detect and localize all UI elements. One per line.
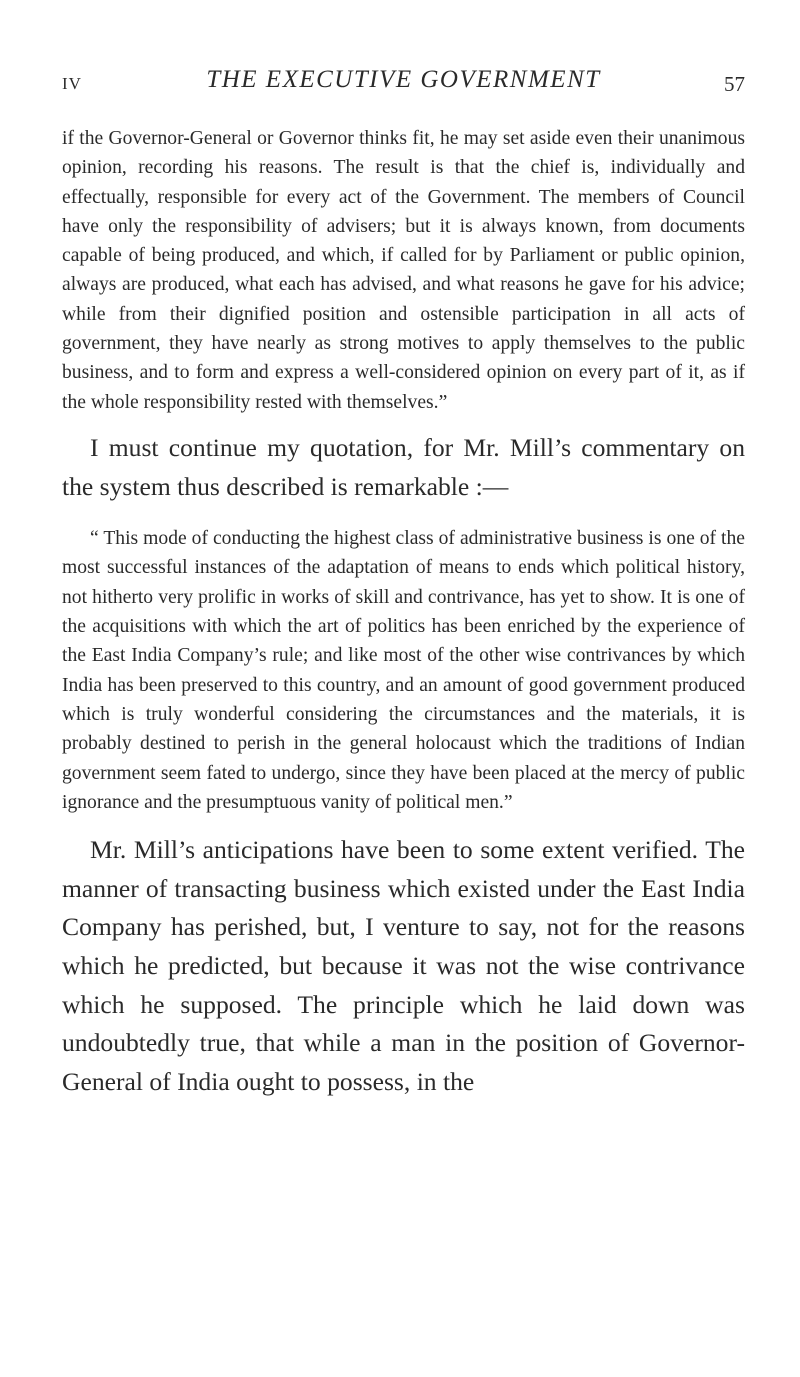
running-title: THE EXECUTIVE GOVERNMENT bbox=[206, 66, 601, 93]
page-number: 57 bbox=[724, 72, 745, 96]
body-text bbox=[62, 124, 745, 1101]
running-header bbox=[62, 66, 745, 100]
quoted-paragraph: “ This mode of conducting the highest class of administrative business is one of the most successful instances of the adaptation of means to ends which political history, not hitherto very prolific in works of skill and contrivance, has yet to show. It is one of the acquisitions with which the art of politics has been enriched by the experience of the East India Company’s rule; and like most of the other wise contrivances by which India has been preserved to this country, and an amount of good government produced which is truly wonderful considering the circumstances and the materials, it is probably destined to perish in the general holocaust which the traditions of Indian government seem fated to undergo, since they have been placed at the mercy of public ignorance and the presumptuous vanity of political men.” bbox=[62, 528, 745, 813]
chapter-number: IV bbox=[62, 74, 82, 93]
author-paragraph: I must continue my quotation, for Mr. Mill’s commentary on the system thus described is remarkable :— bbox=[62, 432, 745, 501]
author-paragraph: Mr. Mill’s anticipations have been to some extent verified. The manner of transacting business which existed under the East India Company has perished, but, I venture to say, not for the reasons which he predicted, but because it was not the wise contrivance which he supposed. The principle which he laid down was undoubtedly true, that while a man in the position of Governor-General of India ought to possess, in the bbox=[62, 835, 745, 1096]
quoted-paragraph-continued: if the Governor-General or Governor thinks fit, he may set aside even their unanimous opinion, recording his reasons. The result is that the chief is, individually and effectually, responsible for every act of the Government. The members of Council have only the responsibility of advisers; but it is always known, from documents capable of being produced, and which, if called for by Parliament or public opinion, always are produced, what each has advised, and what reasons he gave for his advice; while from their dignified position and ostensible participation in all acts of government, they have nearly as strong motives to apply themselves to the public business, and to form and express a well-considered opinion on every part of it, as if the whole responsibility rested with themselves.” bbox=[62, 128, 745, 413]
